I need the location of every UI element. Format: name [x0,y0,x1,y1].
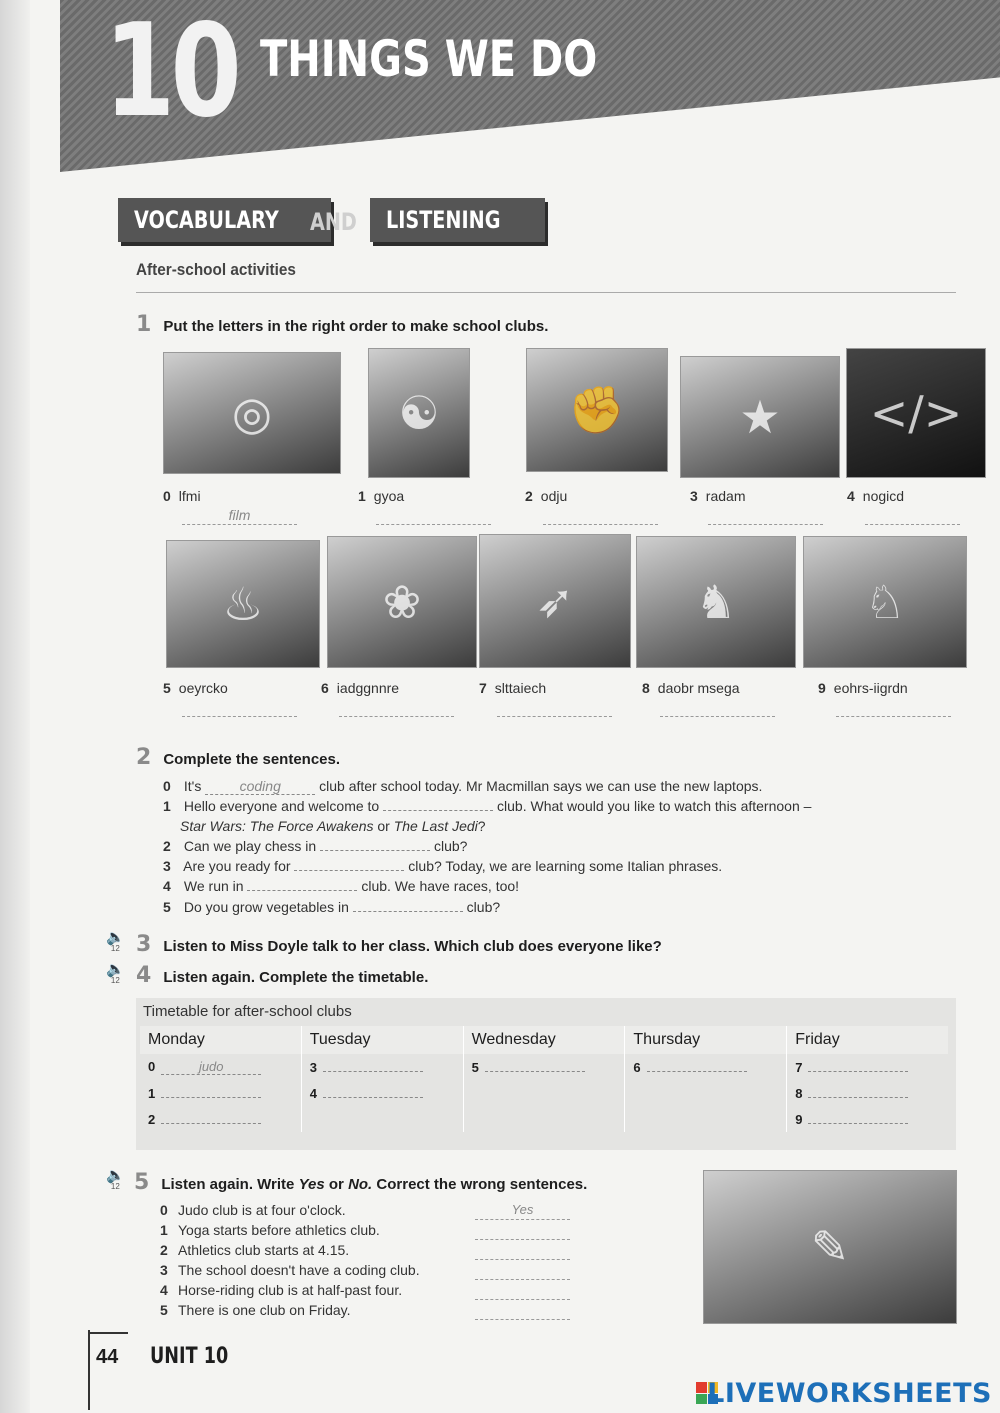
timetable-day-wednesday: Wednesday [463,1026,625,1054]
ex1-number: 1 [136,312,152,337]
ex3-heading [136,932,662,957]
ex1-item-7: 7 slttaiech [479,680,547,696]
footer-rule [88,1332,128,1334]
ex5-answer-3[interactable] [475,1262,570,1280]
table-row [140,1106,948,1132]
timetable-cell [625,1080,787,1106]
ex1-answer-3[interactable] [708,506,823,525]
ex4-heading [136,963,428,988]
table-row [140,1080,948,1106]
ex1-item-5: 5 oeyrcko [163,680,228,696]
ex1-answer-7[interactable] [497,698,612,717]
timetable-day-monday: Monday [140,1026,301,1054]
ex1-item-3: 3 radam [690,488,746,504]
ex2-gap-3[interactable] [294,870,404,871]
ex5-instruction: Listen again. Write Yes or No. Correct the wrong sentences. [161,1176,588,1193]
pencil-icon: ✎ [810,1220,850,1274]
theatre-icon: ★ [739,390,781,444]
ex1-answer-4[interactable] [865,506,960,525]
ex2-gap-1[interactable] [383,810,493,811]
ex1-answer-0[interactable]: film [182,506,297,525]
timetable-cell: 6 [625,1054,787,1080]
photo-horse-riding [803,536,967,668]
ex2-gap-2[interactable] [320,850,430,851]
horse-icon: ♘ [864,575,906,629]
ex3-instruction: Listen to Miss Doyle talk to her class. Which club does everyone like? [163,938,662,955]
code-icon: </> [869,386,963,440]
cooking-icon: ♨ [222,577,264,631]
page-binding-shadow [0,0,30,1413]
ex1-item-2: 2 odju [525,488,568,504]
ex2-sentence-4: 4 We run in club. We have races, too! [163,878,520,894]
photo-judo [526,348,668,472]
timetable-cell [301,1106,463,1132]
ex5-answer-1[interactable] [475,1222,570,1240]
section-subheading: After-school activities [136,260,296,279]
judo-icon: ✊ [568,382,626,437]
ex2-sentence-1: 1 Hello everyone and welcome to club. What would you like to watch this afternoon – [163,798,812,814]
photo-classroom [703,1170,957,1324]
photo-gardening [327,536,477,668]
ex1-heading [136,312,548,337]
ex1-item-9: 9 eohrs-iigrdn [818,680,908,696]
ex5-item-4: 4 Horse-riding club is at half-past four. [160,1282,403,1298]
ex3-number: 3 [136,932,152,957]
timetable-slot-9[interactable] [808,1123,908,1124]
photo-board-games [636,536,796,668]
timetable-slot-6[interactable] [647,1071,747,1072]
ex1-item-4: 4 nogicd [847,488,905,504]
timetable-slot-4[interactable] [323,1097,423,1098]
timetable-cell: 5 [463,1054,625,1080]
ex4-number: 4 [136,963,152,988]
ex5-answer-2[interactable] [475,1242,570,1260]
photo-cookery [166,540,320,668]
ex5-answer-4[interactable] [475,1282,570,1300]
ex2-sentence-5: 5 Do you grow vegetables in club? [163,899,501,915]
ex5-answer-5[interactable] [475,1302,570,1320]
timetable-slot-3[interactable] [323,1071,423,1072]
timetable [140,1026,948,1132]
ex2-instruction: Complete the sentences. [163,751,341,768]
unit-title: THINGS WE DO [260,30,598,88]
timetable-title: Timetable for after-school clubs [143,1003,352,1020]
ex4-audio-icon[interactable]: 🔈 12 [106,961,125,985]
ex2-gap-0[interactable]: coding [205,778,315,795]
ex5-heading [134,1170,587,1195]
timetable-slot-0[interactable]: judo [161,1059,261,1075]
timetable-day-thursday: Thursday [625,1026,787,1054]
banner-listening: LISTENING [370,198,545,242]
timetable-day-friday: Friday [787,1026,948,1054]
ex2-sentence-0: 0 It's coding club after school today. Mr Macmillan says we can use the new laptops. [163,778,763,794]
footer-bar [88,1330,90,1410]
footer-unit: UNIT 10 [150,1344,229,1369]
ex1-item-6: 6 iadggnnre [321,680,400,696]
ex1-instruction: Put the letters in the right order to make school clubs. [163,318,549,335]
ex4-instruction: Listen again. Complete the timetable. [163,969,429,986]
film-reel-icon: ◎ [231,386,273,440]
timetable-cell: 7 [787,1054,948,1080]
photo-film [163,352,341,474]
table-row [140,1054,948,1080]
ex2-number: 2 [136,745,152,770]
ex5-audio-icon[interactable]: 🔈 12 [106,1167,125,1191]
chess-icon: ♞ [695,575,737,629]
ex1-answer-1[interactable] [376,506,491,525]
section-divider [136,292,956,293]
ex5-item-1: 1 Yoga starts before athletics club. [160,1222,380,1238]
timetable-cell: 1 [140,1080,301,1106]
ex1-item-1: 1 gyoa [358,488,405,504]
ex2-sentence-3: 3 Are you ready for club? Today, we are learning some Italian phrases. [163,858,723,874]
timetable-slot-1[interactable] [161,1097,261,1098]
timetable-cell: 8 [787,1080,948,1106]
timetable-cell [463,1106,625,1132]
timetable-slot-2[interactable] [161,1123,261,1124]
ex3-audio-icon[interactable]: 🔈 12 [106,929,125,953]
ex2-sentence-1-continued: Star Wars: The Force Awakens or The Last Jedi? [180,818,486,834]
photo-drama [680,356,840,478]
timetable-cell: 9 [787,1106,948,1132]
banner-and: AND [310,208,357,236]
ex2-gap-5[interactable] [353,911,463,912]
timetable-cell [625,1106,787,1132]
banner-vocabulary: VOCABULARY [118,198,331,242]
ex2-gap-4[interactable] [247,890,357,891]
timetable-day-tuesday: Tuesday [301,1026,463,1054]
ex1-answer-2[interactable] [543,506,658,525]
ex1-answer-5[interactable] [182,698,297,717]
running-icon: ➶ [535,574,575,628]
ex5-item-0: 0 Judo club is at four o'clock. [160,1202,346,1218]
ex1-item-0: 0 lfmi [163,488,201,504]
ex5-number: 5 [134,1170,150,1195]
unit-number: 10 [104,0,237,146]
timetable-slot-7[interactable] [808,1071,908,1072]
gardening-icon: ❀ [382,575,422,629]
photo-coding [846,348,986,478]
timetable-slot-5[interactable] [485,1071,585,1072]
timetable-slot-8[interactable] [808,1097,908,1098]
ex5-item-5: 5 There is one club on Friday. [160,1302,351,1318]
meditation-icon: ☯ [398,386,440,440]
timetable-cell: 4 [301,1080,463,1106]
ex5-item-3: 3 The school doesn't have a coding club. [160,1262,420,1278]
ex1-answer-6[interactable] [339,698,454,717]
timetable-cell: 0 judo [140,1054,301,1080]
ex1-answer-9[interactable] [836,698,951,717]
brand-name[interactable]: LIVEWORKSHEETS [707,1378,992,1409]
timetable-cell: 2 [140,1106,301,1132]
page-number: 44 [96,1346,119,1368]
photo-athletics [479,534,631,668]
ex2-heading [136,745,340,770]
ex5-answer-0[interactable]: Yes [475,1202,570,1220]
ex2-sentence-2: 2 Can we play chess in club? [163,838,468,854]
ex1-answer-8[interactable] [660,698,775,717]
ex1-item-8: 8 daobr msega [642,680,740,696]
photo-yoga [368,348,470,478]
timetable-cell [463,1080,625,1106]
timetable-cell: 3 [301,1054,463,1080]
ex5-item-2: 2 Athletics club starts at 4.15. [160,1242,350,1258]
